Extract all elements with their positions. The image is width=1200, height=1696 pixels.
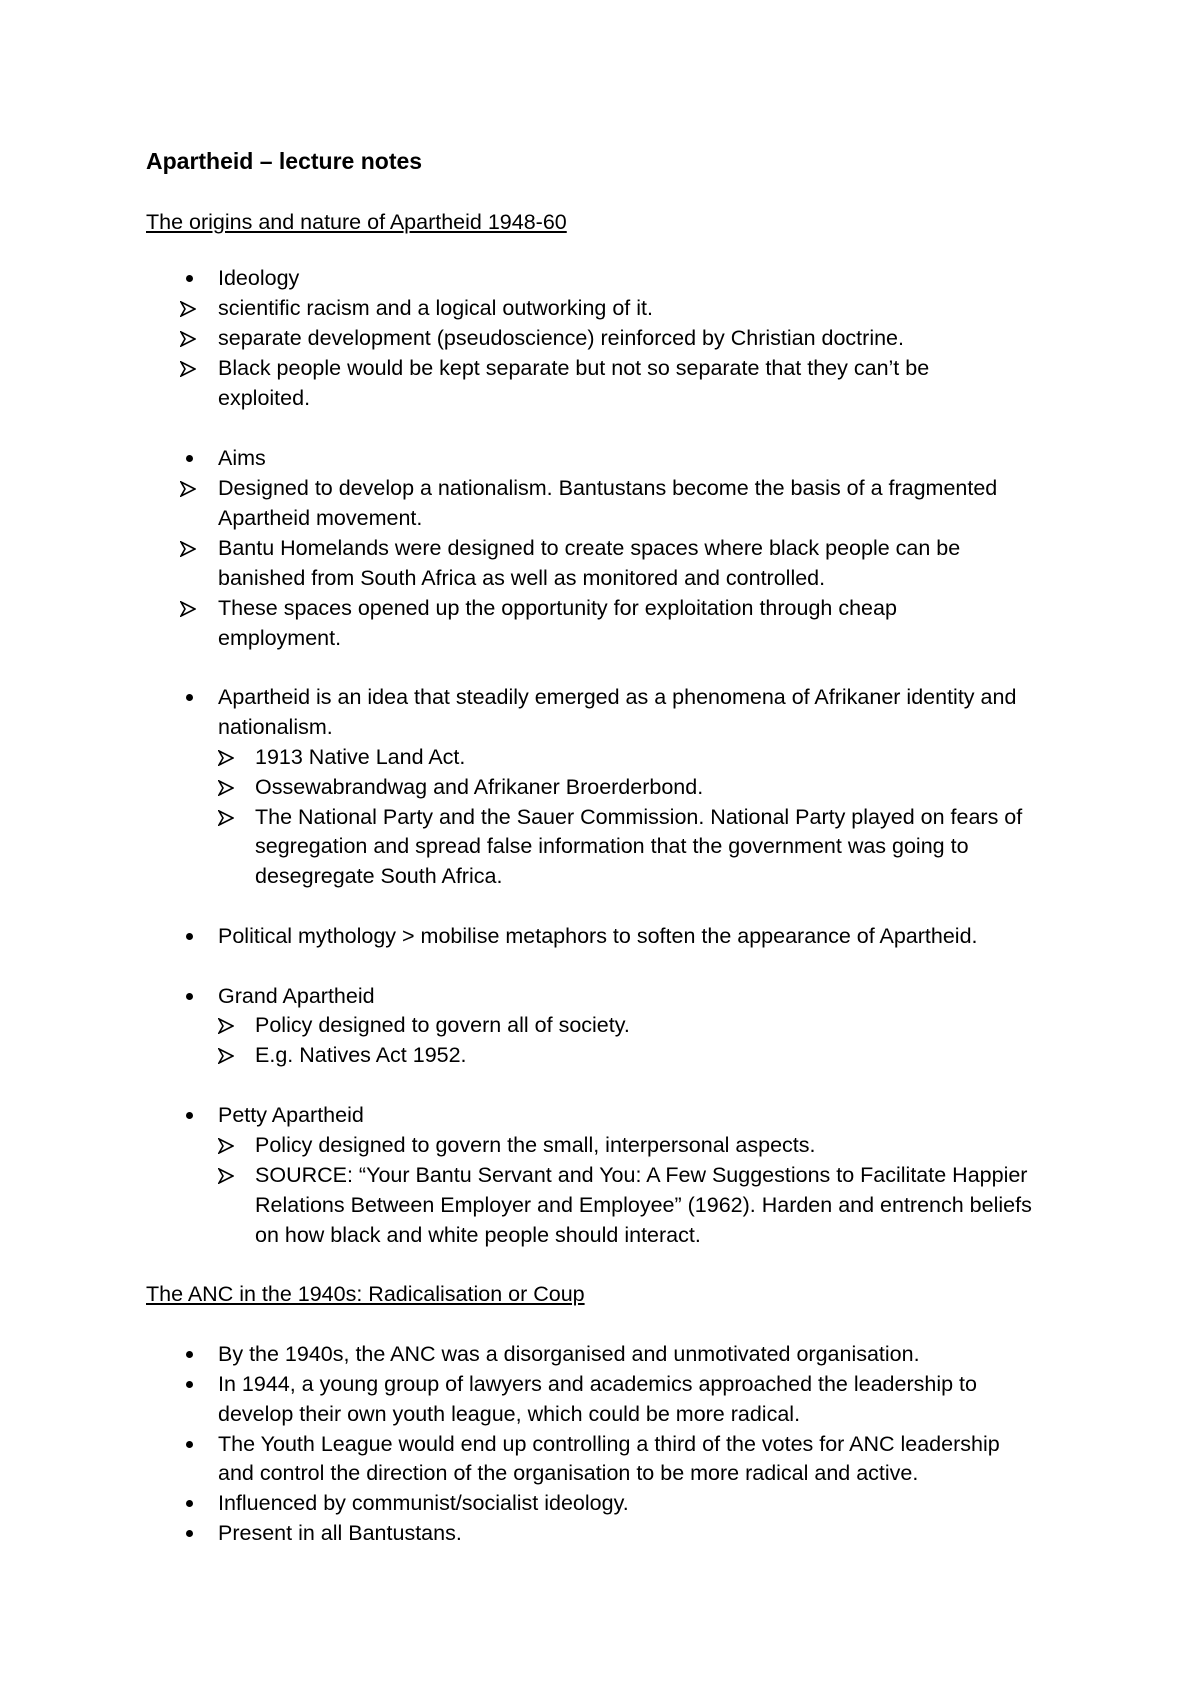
note-line: desegregate South Africa. <box>255 864 503 888</box>
arrow-bullet-icon <box>180 301 196 317</box>
bullet-dot <box>186 455 193 462</box>
note-line: Policy designed to govern all of society. <box>255 1013 630 1037</box>
bullet-dot <box>186 1441 193 1448</box>
bullet-dot <box>186 1112 193 1119</box>
note-line: Policy designed to govern the small, interpersonal aspects. <box>255 1133 816 1157</box>
note-line: Bantu Homelands were designed to create spaces where black people can be <box>218 536 961 560</box>
document-title: Apartheid – lecture notes <box>146 148 423 174</box>
bullet-dot <box>186 1351 193 1358</box>
arrow-bullet-icon <box>218 1168 234 1184</box>
section-heading-origins: The origins and nature of Apartheid 1948-60 <box>146 210 567 234</box>
note-line: E.g. Natives Act 1952. <box>255 1043 467 1067</box>
note-line: exploited. <box>218 386 311 410</box>
arrow-bullet-icon <box>218 780 234 796</box>
note-line: The National Party and the Sauer Commission. National Party played on fears of <box>255 805 1023 829</box>
note-line: banished from South Africa as well as monitored and controlled. <box>218 566 826 590</box>
arrow-bullet-icon <box>180 541 196 557</box>
note-line: scientific racism and a logical outworking of it. <box>218 296 653 320</box>
bullet-dot <box>186 1381 193 1388</box>
arrow-bullet-icon <box>218 1018 234 1034</box>
note-line: Grand Apartheid <box>218 984 375 1008</box>
note-line: employment. <box>218 626 342 650</box>
note-line: In 1944, a young group of lawyers and academics approached the leadership to <box>218 1372 977 1396</box>
note-line: Influenced by communist/socialist ideology. <box>218 1491 629 1515</box>
note-line: and control the direction of the organisation to be more radical and active. <box>218 1461 919 1485</box>
note-line: The Youth League would end up controlling a third of the votes for ANC leadership <box>218 1432 1000 1456</box>
arrow-bullet-icon <box>180 481 196 497</box>
note-line: on how black and white people should interact. <box>255 1223 701 1247</box>
arrow-bullet-icon <box>180 361 196 377</box>
note-line: Political mythology > mobilise metaphors to soften the appearance of Apartheid. <box>218 924 978 948</box>
bullet-dot <box>186 694 193 701</box>
note-line: 1913 Native Land Act. <box>255 745 466 769</box>
note-line: By the 1940s, the ANC was a disorganised and unmotivated organisation. <box>218 1342 920 1366</box>
note-line: segregation and spread false information that the government was going to <box>255 834 969 858</box>
note-line: Present in all Bantustans. <box>218 1521 462 1545</box>
arrow-bullet-icon <box>180 601 196 617</box>
note-line: SOURCE: “Your Bantu Servant and You: A Few Suggestions to Facilitate Happier <box>255 1163 1028 1187</box>
note-line: Black people would be kept separate but not so separate that they can’t be <box>218 356 930 380</box>
note-line: Aims <box>218 446 266 470</box>
arrow-bullet-icon <box>180 331 196 347</box>
note-line: Designed to develop a nationalism. Bantustans become the basis of a fragmented <box>218 476 998 500</box>
note-line: Apartheid is an idea that steadily emerged as a phenomena of Afrikaner identity and <box>218 685 1017 709</box>
bullet-dot <box>186 275 193 282</box>
arrow-bullet-icon <box>218 1138 234 1154</box>
note-line: Petty Apartheid <box>218 1103 364 1127</box>
bullet-dot <box>186 1530 193 1537</box>
section-heading-anc: The ANC in the 1940s: Radicalisation or Coup <box>146 1282 585 1306</box>
bullet-dot <box>186 993 193 1000</box>
note-line: These spaces opened up the opportunity for exploitation through cheap <box>218 596 897 620</box>
note-line: Apartheid movement. <box>218 506 423 530</box>
note-line: Ideology <box>218 266 300 290</box>
arrow-bullet-icon <box>218 1048 234 1064</box>
note-line: develop their own youth league, which could be more radical. <box>218 1402 801 1426</box>
note-line: Relations Between Employer and Employee” (1962). Harden and entrench beliefs <box>255 1193 1032 1217</box>
note-line: separate development (pseudoscience) reinforced by Christian doctrine. <box>218 326 904 350</box>
arrow-bullet-icon <box>218 750 234 766</box>
bullet-dot <box>186 1500 193 1507</box>
note-line: nationalism. <box>218 715 333 739</box>
note-line: Ossewabrandwag and Afrikaner Broerderbond. <box>255 775 704 799</box>
bullet-dot <box>186 933 193 940</box>
arrow-bullet-icon <box>218 810 234 826</box>
